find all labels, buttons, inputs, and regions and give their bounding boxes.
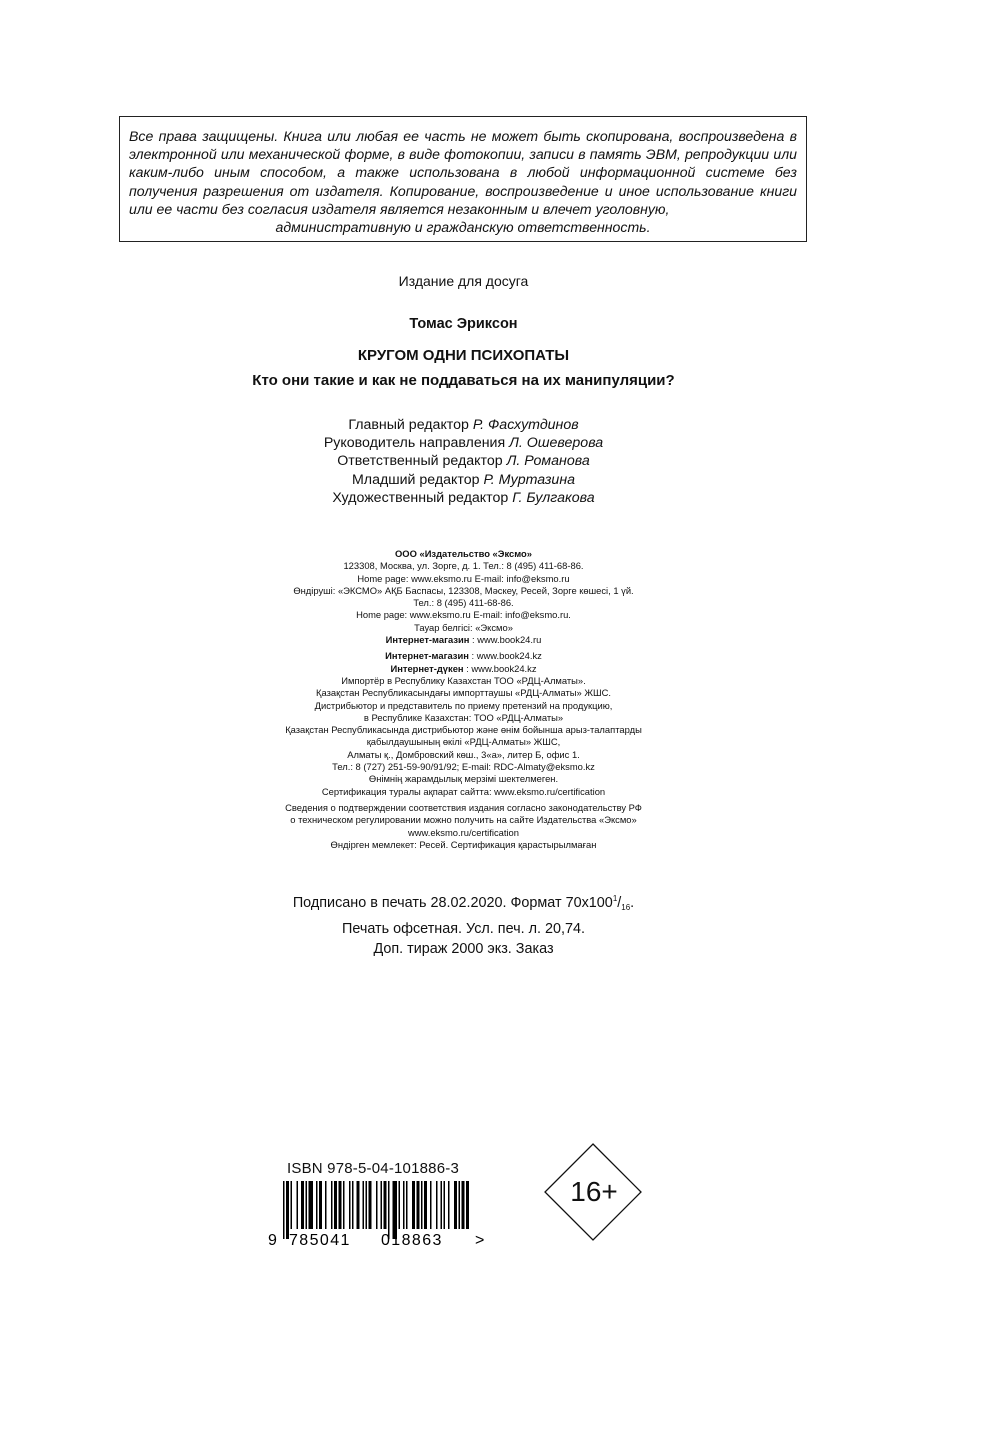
- barcode-bar: [325, 1181, 327, 1229]
- barcode-lead-digit: 9: [268, 1232, 277, 1247]
- staff-name: Р. Муртазина: [483, 471, 576, 488]
- barcode-group-2: 018863: [381, 1232, 443, 1247]
- staff-name: Л. Ошеверова: [509, 435, 604, 452]
- barcode-bar: [381, 1181, 383, 1229]
- barcode-bar: [343, 1181, 345, 1229]
- staff-line: [0, 489, 927, 507]
- barcode-bar: [316, 1181, 318, 1229]
- publisher-line: Тел.: 8 (727) 251-59-90/91/92; E-mail: RDC-Almaty@eksmo.kz: [332, 761, 595, 773]
- publisher-line: Home page: www.eksmo.ru E-mail: info@eksmo.ru.: [356, 609, 571, 621]
- barcode-bar: [448, 1181, 450, 1229]
- publisher-line: Қазақстан Республикасында дистрибьютор және өнім бойынша арыз-талаптарды: [285, 724, 642, 736]
- online-shop-url: : www.book24.kz: [463, 662, 537, 674]
- staff-role: Руководитель направления: [323, 435, 506, 452]
- barcode-bar: [297, 1181, 299, 1229]
- barcode-bar: [357, 1181, 360, 1229]
- isbn-barcode: [265, 1181, 495, 1247]
- publisher-line: Өнімнің жарамдылық мерзімі шектелмеген.: [368, 773, 559, 785]
- barcode-bar: [421, 1181, 423, 1229]
- staff-name: Л. Романова: [506, 453, 590, 470]
- barcode-bar: [436, 1181, 438, 1229]
- publisher-info: [0, 548, 927, 851]
- staff-role: Главный редактор: [348, 417, 469, 433]
- barcode-bar: [393, 1181, 398, 1239]
- barcode-bar: [430, 1181, 432, 1229]
- online-shop-kz-kazakh: [0, 663, 927, 675]
- barcode-bar: [349, 1181, 351, 1229]
- publisher-line: Тауар белгісі: «Эксмо»: [414, 621, 513, 633]
- staff-role: Ответственный редактор: [337, 453, 503, 470]
- barcode-bar: [352, 1181, 354, 1229]
- format-numerator: 1: [612, 894, 618, 903]
- publisher-line: Қазақстан Республикасындағы импорттаушы «РДЦ-Алматы» ЖШС.: [316, 687, 611, 699]
- barcode-bar: [334, 1181, 337, 1229]
- publisher-line: Сертификация туралы ақпарат сайтта: www.eksmo.ru/certification: [321, 785, 606, 797]
- staff-line: [0, 434, 927, 452]
- barcode-bar: [331, 1181, 333, 1229]
- print-format-end: .: [630, 895, 635, 911]
- barcode-bar: [403, 1181, 405, 1229]
- copyright-notice-last-line: административную и гражданскую ответственность.: [275, 219, 651, 236]
- barcode-bar: [441, 1181, 443, 1229]
- barcode-bar: [454, 1181, 457, 1229]
- staff-name: Р. Фасхутдинов: [472, 417, 579, 433]
- publisher-line: в Республике Казахстан: ТОО «РДЦ-Алматы»: [363, 711, 564, 723]
- publisher-line: Алматы қ., Домбровский көш., 3«а», литер Б, офис 1.: [347, 748, 580, 760]
- isbn-label: ISBN 978-5-04-101886-3: [287, 1160, 460, 1177]
- barcode-bar: [406, 1181, 408, 1229]
- printing-details: [0, 889, 927, 960]
- copyright-notice-box: [119, 116, 807, 242]
- certification-line: о техническом регулировании можно получить на сайте Издательства «Эксмо»: [290, 814, 637, 826]
- barcode-bar: [339, 1181, 342, 1229]
- online-shop-url: : www.book24.kz: [468, 650, 542, 662]
- certification-line: www.eksmo.ru/certification: [408, 826, 519, 838]
- online-shop-label: Интернет-магазин: [385, 650, 469, 662]
- barcode-bar: [319, 1181, 322, 1229]
- barcode-bar: [309, 1181, 314, 1229]
- copyright-notice-text: Все права защищены. Книга или любая ее часть не может быть скопирована, воспроизведена в электронной или механической форме, в виде фотокопии, записи в память ЭВМ, репродукции или каким-либо иным способом, а также использована в любой информационной системе без получения разрешения от издателя. Копирование, воспроизведение и иное использование книги или ее части без согласия издателя является незаконным и влечет уголовную,: [129, 128, 797, 217]
- publisher-line: қабылдаушының өкілі «РДЦ-Алматы» ЖШС,: [366, 736, 561, 748]
- book-title: КРУГОМ ОДНИ ПСИХОПАТЫ: [357, 347, 570, 364]
- author-name: Томас Эриксон: [409, 316, 518, 332]
- print-format-text: Подписано в печать 28.02.2020. Формат 70x100: [292, 895, 613, 911]
- barcode-bar: [417, 1181, 420, 1229]
- barcode-quiet-zone-marker: >: [475, 1232, 485, 1247]
- staff-role: Младший редактор: [351, 471, 480, 488]
- publisher-name: ООО «Издательство «Эксмо»: [395, 548, 532, 559]
- barcode-bar: [369, 1181, 372, 1229]
- publisher-line: Импортёр в Республику Казахстан ТОО «РДЦ-Алматы».: [341, 674, 586, 686]
- staff-role: Художественный редактор: [332, 489, 509, 506]
- barcode-bar: [424, 1181, 427, 1229]
- barcode-bar: [412, 1181, 415, 1229]
- staff-line: [0, 452, 927, 470]
- publisher-line: Дистрибьютор и представитель по приему претензий на продукцию,: [314, 699, 613, 711]
- certification-line: Өндірген мемлекет: Ресей. Сертификация қарастырылмаған: [330, 838, 597, 850]
- age-rating-badge: [544, 1143, 642, 1241]
- barcode-bar: [283, 1181, 285, 1239]
- barcode-bar: [363, 1181, 365, 1229]
- print-format-line: Подписано в печать 28.02.2020. Формат $70x100^1/_{16}$.: [292, 894, 635, 912]
- publisher-line: Home page: www.eksmo.ru E-mail: info@eksmo.ru: [357, 572, 570, 584]
- barcode-bar: [399, 1181, 401, 1229]
- publisher-line: Өндіруші: «ЭКСМО» АҚБ Баспасы, 123308, Мәскеу, Ресей, Зорге көшесі, 1 үй.: [293, 584, 634, 596]
- staff-line: [0, 471, 927, 489]
- book-subtitle: Кто они такие и как не поддаваться на их манипуляции?: [252, 372, 675, 389]
- barcode-bar: [466, 1181, 469, 1229]
- edition-note: Издание для досуга: [398, 273, 529, 289]
- certification-line: Сведения о подтверждении соответствия издания согласно законодательству РФ: [285, 801, 642, 813]
- format-denominator: 16: [621, 903, 631, 912]
- barcode-bar: [286, 1181, 289, 1239]
- staff-name: Г. Булгакова: [512, 489, 595, 506]
- online-shop-label: Интернет-магазин: [385, 634, 470, 646]
- barcode-bar: [388, 1181, 390, 1239]
- barcode-bar: [384, 1181, 387, 1229]
- staff-line: [0, 416, 927, 434]
- barcode-bar: [291, 1181, 293, 1229]
- barcode-bar: [459, 1181, 461, 1229]
- print-run-line: Доп. тираж 2000 экз. Заказ: [373, 941, 554, 957]
- online-shop-url: : www.book24.ru: [469, 634, 542, 646]
- barcode-bar: [444, 1181, 446, 1229]
- publisher-line: Тел.: 8 (495) 411-68-86.: [413, 597, 514, 609]
- editorial-staff: [0, 416, 927, 507]
- barcode-group-1: 785041: [289, 1232, 351, 1247]
- barcode-bar: [306, 1181, 308, 1229]
- online-shop-kz: [0, 650, 927, 662]
- publisher-line: 123308, Москва, ул. Зорге, д. 1. Тел.: 8 (495) 411-68-86.: [343, 560, 584, 572]
- online-shop-ru: [0, 634, 927, 646]
- age-rating-text: 16+: [570, 1176, 618, 1207]
- online-shop-label: Интернет-дүкен: [390, 662, 464, 674]
- barcode-bar: [376, 1181, 378, 1229]
- barcode-bar: [301, 1181, 304, 1229]
- barcode-bar: [366, 1181, 368, 1229]
- print-type-line: Печать офсетная. Усл. печ. л. 20,74.: [341, 920, 586, 937]
- barcode-bar: [462, 1181, 465, 1229]
